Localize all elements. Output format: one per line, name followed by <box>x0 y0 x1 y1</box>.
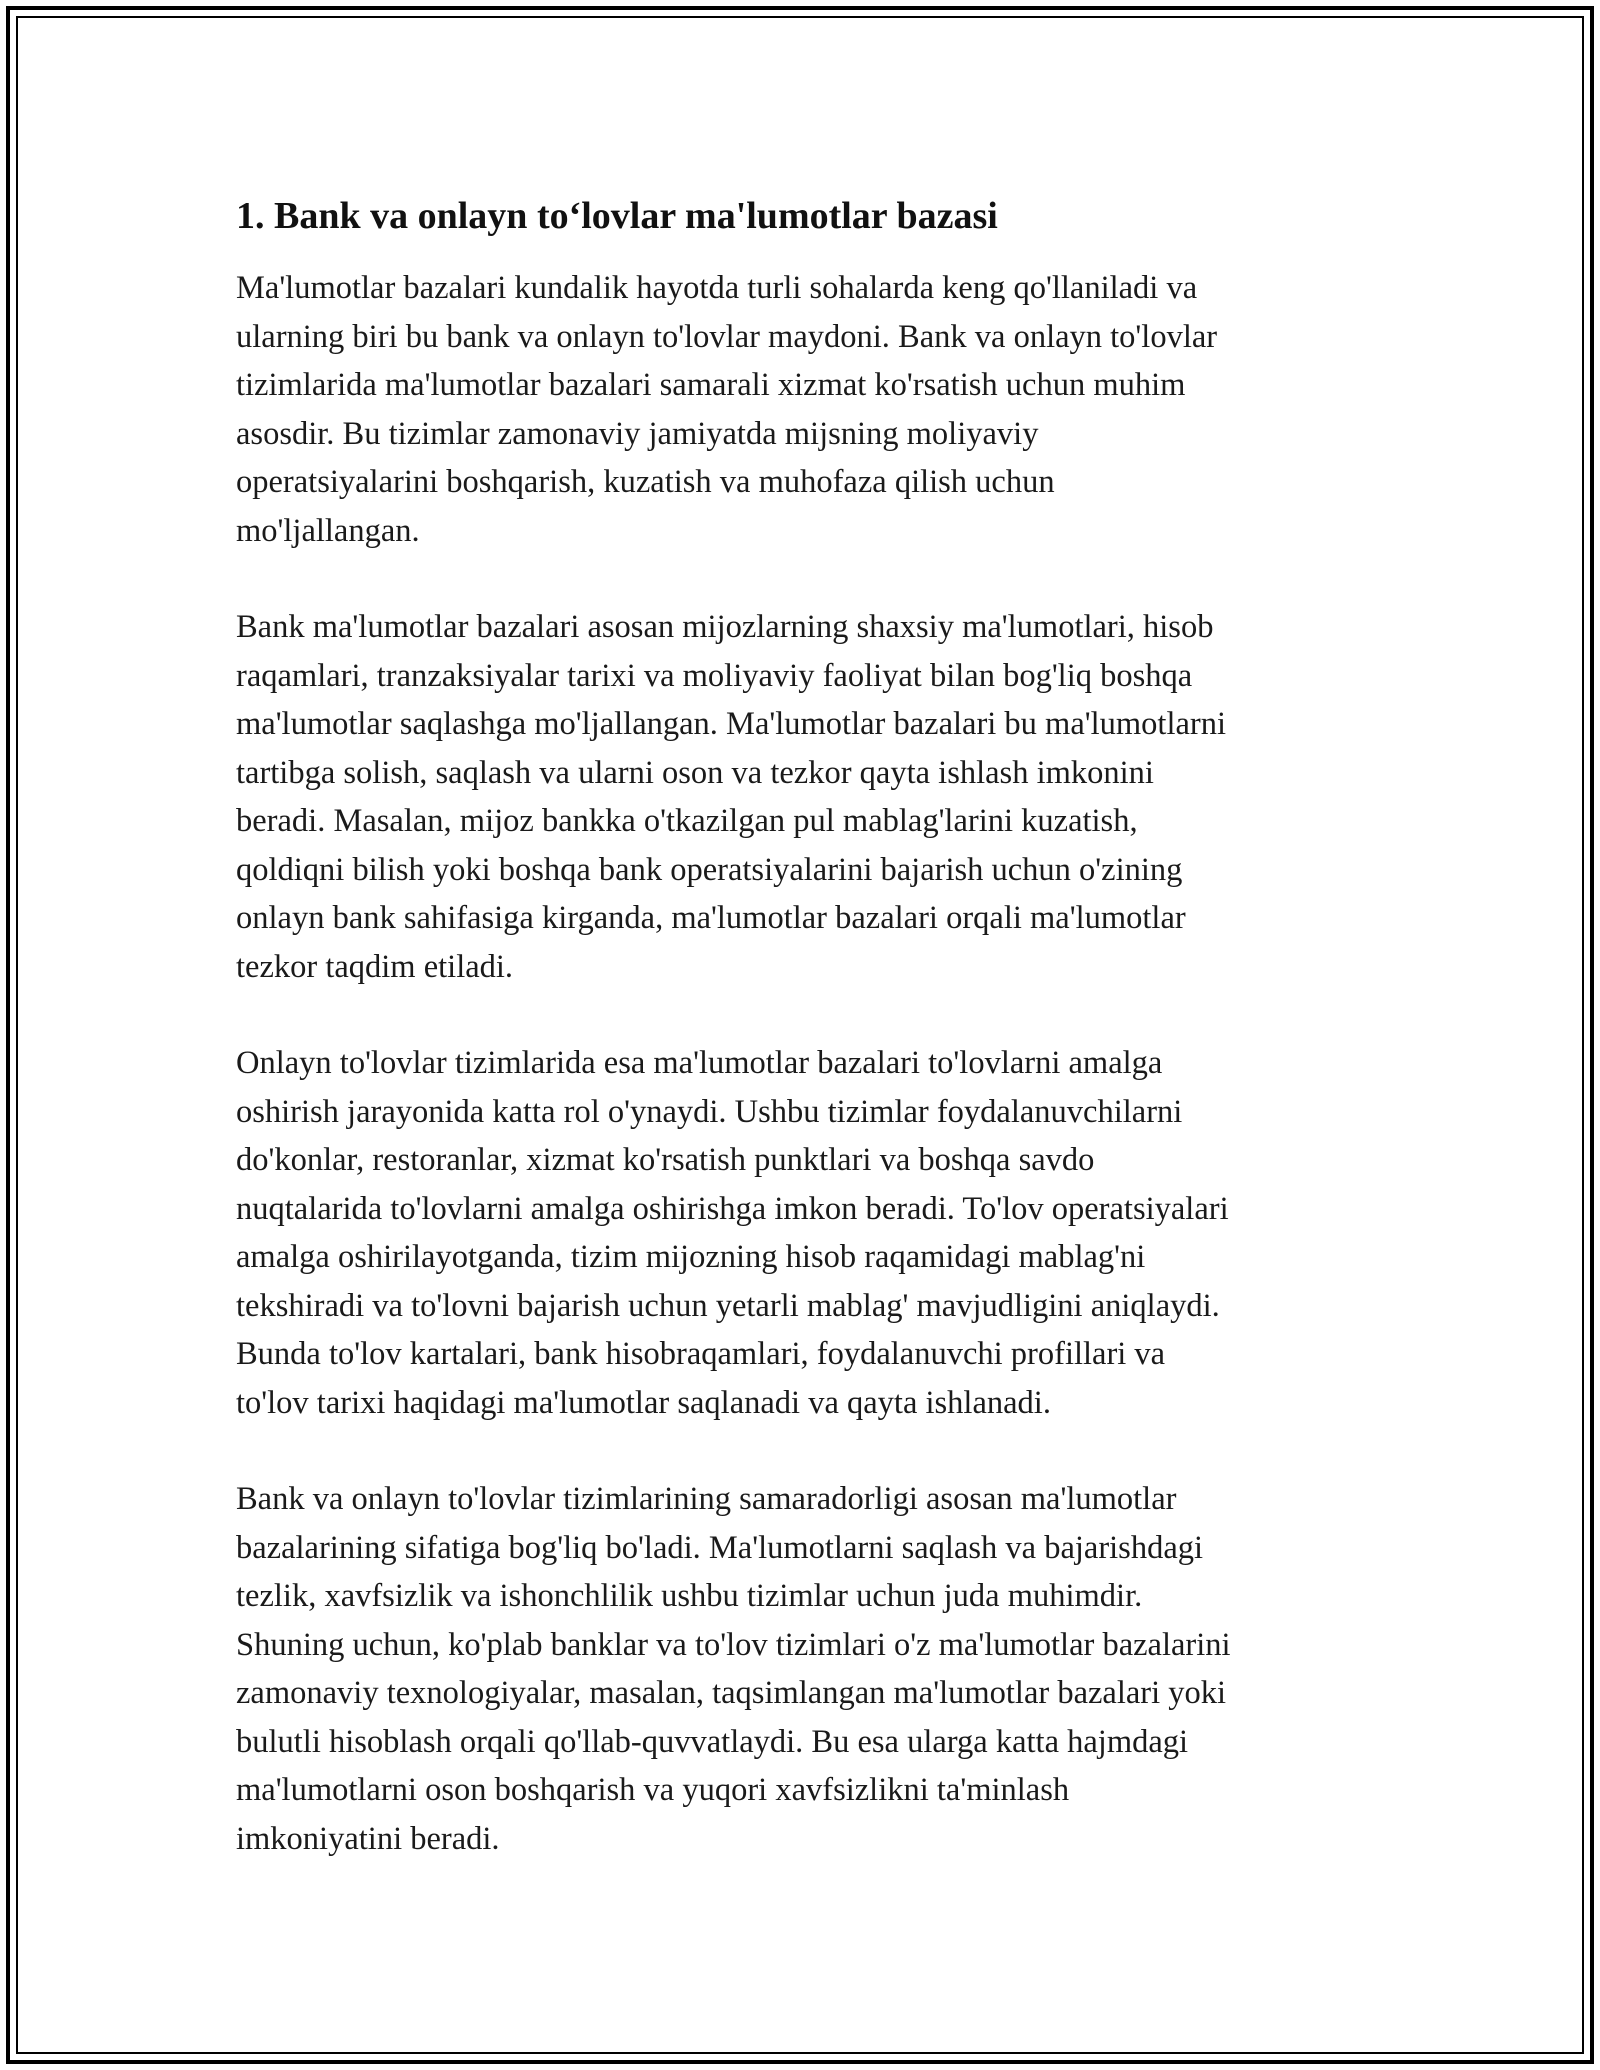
text-line: tekshiradi va to'lovni bajarish uchun yetarli mablag' mavjudligini aniqlaydi. <box>236 1287 1220 1324</box>
section-title: 1. Bank va onlayn to‘lovlar ma'lumotlar bazasi <box>236 195 998 237</box>
text-line: Onlayn to'lovlar tizimlarida esa ma'lumotlar bazalari to'lovlarni amalga <box>236 1045 1163 1081</box>
text-line: Bunda to'lov kartalari, bank hisobraqamlari, foydalanuvchi profillari va <box>236 1336 1166 1372</box>
text-line: mo'ljallangan. <box>236 512 420 549</box>
paragraph-3 <box>236 1039 1366 1427</box>
text-line: qoldiqni bilish yoki boshqa bank operatsiyalarini bajarish uchun o'zining <box>236 851 1183 888</box>
text-line: tezkor taqdim etiladi. <box>236 948 514 985</box>
text-line: beradi. Masalan, mijoz bankka o'tkazilgan pul mablag'larini kuzatish, <box>236 803 1138 839</box>
text-line: Bank va onlayn to'lovlar tizimlarining samaradorligi asosan ma'lumotlar <box>236 1481 1177 1517</box>
text-line: tizimlarida ma'lumotlar bazalari samarali xizmat ko'rsatish uchun muhim <box>236 367 1186 403</box>
text-line: nuqtalarida to'lovlarni amalga oshirishga imkon beradi. To'lov operatsiyalari <box>236 1190 1229 1227</box>
text-line: oshirish jarayonida katta rol o'ynaydi. Ushbu tizimlar foydalanuvchilarni <box>236 1093 1183 1130</box>
text-line: to'lov tarixi haqidagi ma'lumotlar saqlanadi va qayta ishlanadi. <box>236 1384 1051 1421</box>
text-line: bulutli hisoblash orqali qo'llab-quvvatlaydi. Bu esa ularga katta hajmdagi <box>236 1723 1189 1760</box>
text-line: ma'lumotlarni oson boshqarish va yuqori xavfsizlikni ta'minlash <box>236 1772 1070 1808</box>
text-line: zamonaviy texnologiyalar, masalan, taqsimlangan ma'lumotlar bazalari yoki <box>236 1675 1227 1711</box>
text-line: do'konlar, restoranlar, xizmat ko'rsatish punktlari va boshqa savdo <box>236 1142 1095 1178</box>
text-line: raqamlari, tranzaksiyalar tarixi va moliyaviy faoliyat bilan bog'liq boshqa <box>236 657 1193 694</box>
text-line: operatsiyalarini boshqarish, kuzatish va muhofaza qilish uchun <box>236 464 1055 500</box>
text-line: Bank ma'lumotlar bazalari asosan mijozlarning shaxsiy ma'lumotlari, hisob <box>236 609 1214 645</box>
text-line: bazalarining sifatiga bog'liq bo'ladi. Ma'lumotlarni saqlash va bajarishdagi <box>236 1529 1204 1566</box>
text-line: asosdir. Bu tizimlar zamonaviy jamiyatda mijsning moliyaviy <box>236 415 1039 452</box>
text-line: Shuning uchun, ko'plab banklar va to'lov tizimlari o'z ma'lumotlar bazalarini <box>236 1626 1231 1663</box>
document-body <box>236 188 1366 1911</box>
paragraph-2 <box>236 603 1366 991</box>
text-line: imkoniyatini beradi. <box>236 1820 500 1857</box>
text-line: tezlik, xavfsizlik va ishonchlilik ushbu tizimlar uchun juda muhimdir. <box>236 1578 1143 1614</box>
text-line: onlayn bank sahifasiga kirganda, ma'lumotlar bazalari orqali ma'lumotlar <box>236 900 1186 936</box>
paragraph-1 <box>236 264 1366 555</box>
paragraph-list <box>236 264 1366 1863</box>
paragraph-4 <box>236 1475 1366 1863</box>
text-line: tartibga solish, saqlash va ularni oson va tezkor qayta ishlash imkonini <box>236 754 1154 791</box>
text-line: Ma'lumotlar bazalari kundalik hayotda turli sohalarda keng qo'llaniladi va <box>236 270 1198 306</box>
text-line: ma'lumotlar saqlashga mo'ljallangan. Ma'lumotlar bazalari bu ma'lumotlarni <box>236 706 1227 742</box>
text-line: amalga oshirilayotganda, tizim mijozning hisob raqamidagi mablag'ni <box>236 1239 1146 1275</box>
text-line: ularning biri bu bank va onlayn to'lovlar maydoni. Bank va onlayn to'lovlar <box>236 318 1218 355</box>
